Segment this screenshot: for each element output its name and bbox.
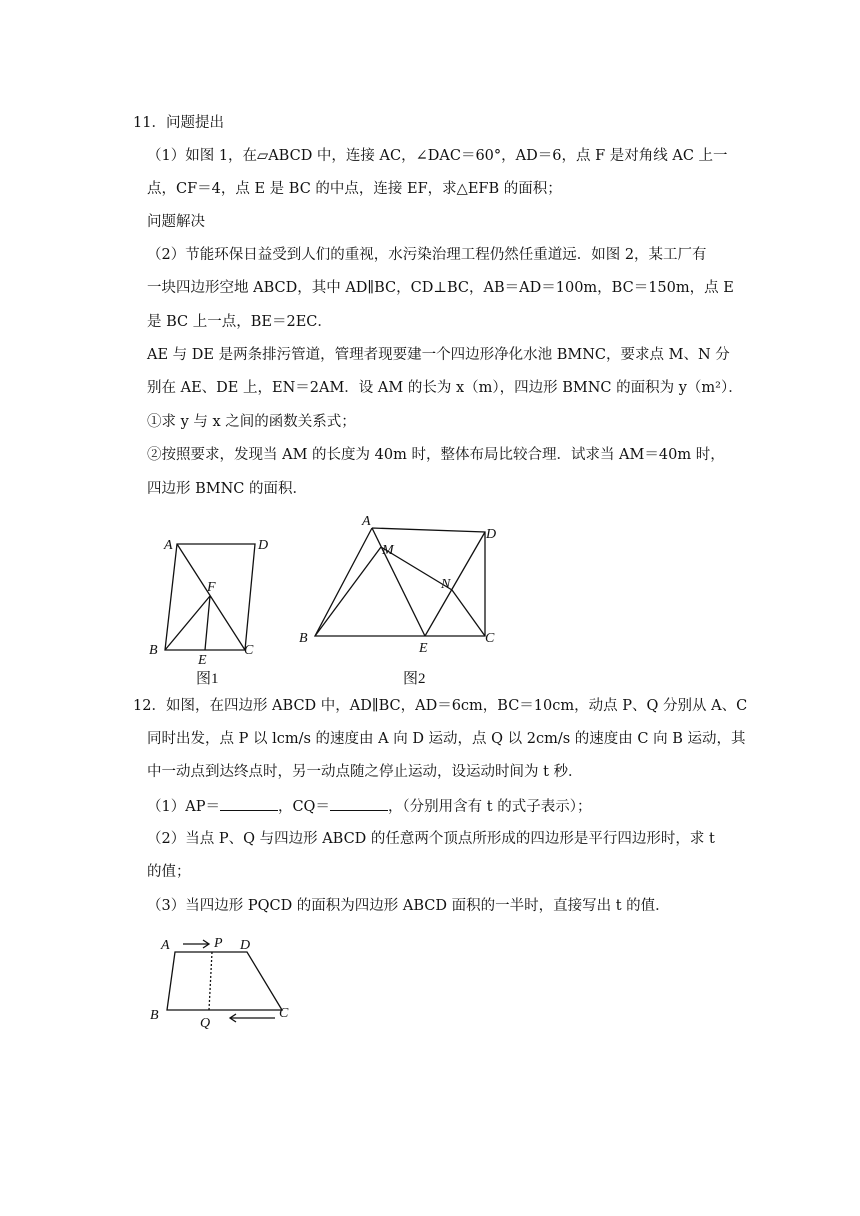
q11-p2-line3: 是 BC 上一点，BE＝2EC． bbox=[147, 314, 332, 330]
q12-label-c: C bbox=[279, 1006, 289, 1021]
q11-item2-line2: 四边形 BMNC 的面积． bbox=[147, 481, 308, 497]
figure-1 bbox=[140, 530, 290, 680]
fig2-label-d: D bbox=[486, 527, 497, 542]
q12-label-d: D bbox=[240, 938, 251, 953]
q11-p2-line2: 一块四边形空地 ABCD，其中 AD∥BC，CD⊥BC，AB＝AD＝100m，BC＝150m，点 E bbox=[147, 280, 734, 296]
q12-label-q: Q bbox=[200, 1016, 211, 1031]
fig1-segment-fb bbox=[165, 596, 210, 650]
q12-label-p: P bbox=[214, 936, 223, 951]
fig2-caption: 图2 bbox=[403, 671, 426, 687]
fig1-segment-fe bbox=[205, 596, 210, 650]
q12-ap-blank bbox=[220, 796, 278, 811]
q11-item2-line1: ②按照要求，发现当 AM 的长度为 40m 时，整体布局比较合理．试求当 AM＝40m 时， bbox=[147, 447, 725, 463]
q11-p1-line1: （1）如图 1，在▱ABCD 中，连接 AC，∠DAC＝60°，AD＝6，点 F 是对角线 AC 上一 bbox=[147, 148, 728, 164]
fig1-diagonal-ac bbox=[177, 544, 245, 650]
q12-part1-cq-label: ，CQ＝ bbox=[277, 799, 330, 815]
q11-header: 11．问题提出 bbox=[133, 115, 224, 131]
q12-part1-tail: ，（分别用含有 t 的式子表示）； bbox=[387, 799, 592, 815]
fig1-label-e: E bbox=[198, 653, 207, 668]
fig2-segment-ae bbox=[372, 528, 425, 636]
fig1-label-a: A bbox=[164, 538, 173, 553]
q12-part1-ap-label: （1）AP＝ bbox=[147, 799, 220, 815]
fig2-label-a: A bbox=[362, 514, 371, 529]
q11-item1: ①求 y 与 x 之间的函数关系式； bbox=[147, 414, 356, 430]
q12-trapezoid bbox=[167, 952, 282, 1010]
fig2-segment-nc bbox=[452, 590, 485, 636]
q11-p2-line5: 别在 AE、DE 上，EN＝2AM．设 AM 的长为 x（m），四边形 BMNC 的面积为 y（m²）． bbox=[147, 380, 743, 396]
q12-line2: 同时出发，点 P 以 lcm/s 的速度由 A 向 D 运动，点 Q 以 2cm/s 的速度由 C 向 B 运动，其 bbox=[147, 731, 746, 747]
fig1-label-b: B bbox=[149, 643, 158, 658]
q12-line1: 12．如图，在四边形 ABCD 中，AD∥BC，AD＝6cm，BC＝10cm，动点 P、Q 分别从 A、C bbox=[133, 698, 748, 714]
q12-cq-blank bbox=[330, 796, 388, 811]
q12-part3: （3）当四边形 PQCD 的面积为四边形 ABCD 面积的一半时，直接写出 t 的值． bbox=[147, 898, 670, 914]
q11-sub-header: 问题解决 bbox=[147, 214, 205, 230]
q11-p1-line2: 点，CF＝4，点 E 是 BC 的中点，连接 EF，求△EFB 的面积； bbox=[147, 181, 562, 197]
fig1-label-d: D bbox=[258, 538, 269, 553]
fig2-label-n: N bbox=[441, 577, 451, 592]
q12-label-a: A bbox=[161, 938, 170, 953]
q11-p2-line4: AE 与 DE 是两条排污管道，管理者现要建一个四边形净化水池 BMNC，要求点 M、N 分 bbox=[147, 347, 730, 363]
figure-q12 bbox=[145, 930, 305, 1030]
fig1-caption: 图1 bbox=[196, 671, 219, 687]
fig2-label-m: M bbox=[382, 543, 394, 558]
q12-part2-line1: （2）当点 P、Q 与四边形 ABCD 的任意两个顶点所形成的四边形是平行四边形时，求 t bbox=[147, 831, 715, 847]
q12-part1 bbox=[147, 796, 591, 817]
fig2-trapezoid bbox=[315, 528, 485, 636]
q12-label-b: B bbox=[150, 1008, 159, 1023]
fig2-segment-bm bbox=[315, 547, 381, 636]
figure-2 bbox=[295, 510, 510, 660]
fig2-segment-de bbox=[425, 532, 485, 636]
fig2-label-b: B bbox=[299, 631, 308, 646]
fig2-label-c: C bbox=[485, 631, 495, 646]
fig1-label-c: C bbox=[244, 643, 254, 658]
q12-segment-pq bbox=[209, 952, 212, 1010]
q12-line3: 中一动点到达终点时，另一动点随之停止运动，设运动时间为 t 秒． bbox=[147, 764, 583, 780]
fig2-label-e: E bbox=[419, 641, 428, 656]
fig1-label-f: F bbox=[207, 580, 216, 595]
q11-p2-line1: （2）节能环保日益受到人们的重视，水污染治理工程仍然任重道远．如图 2，某工厂有 bbox=[147, 247, 707, 263]
q12-part2-line2: 的值； bbox=[147, 864, 191, 880]
